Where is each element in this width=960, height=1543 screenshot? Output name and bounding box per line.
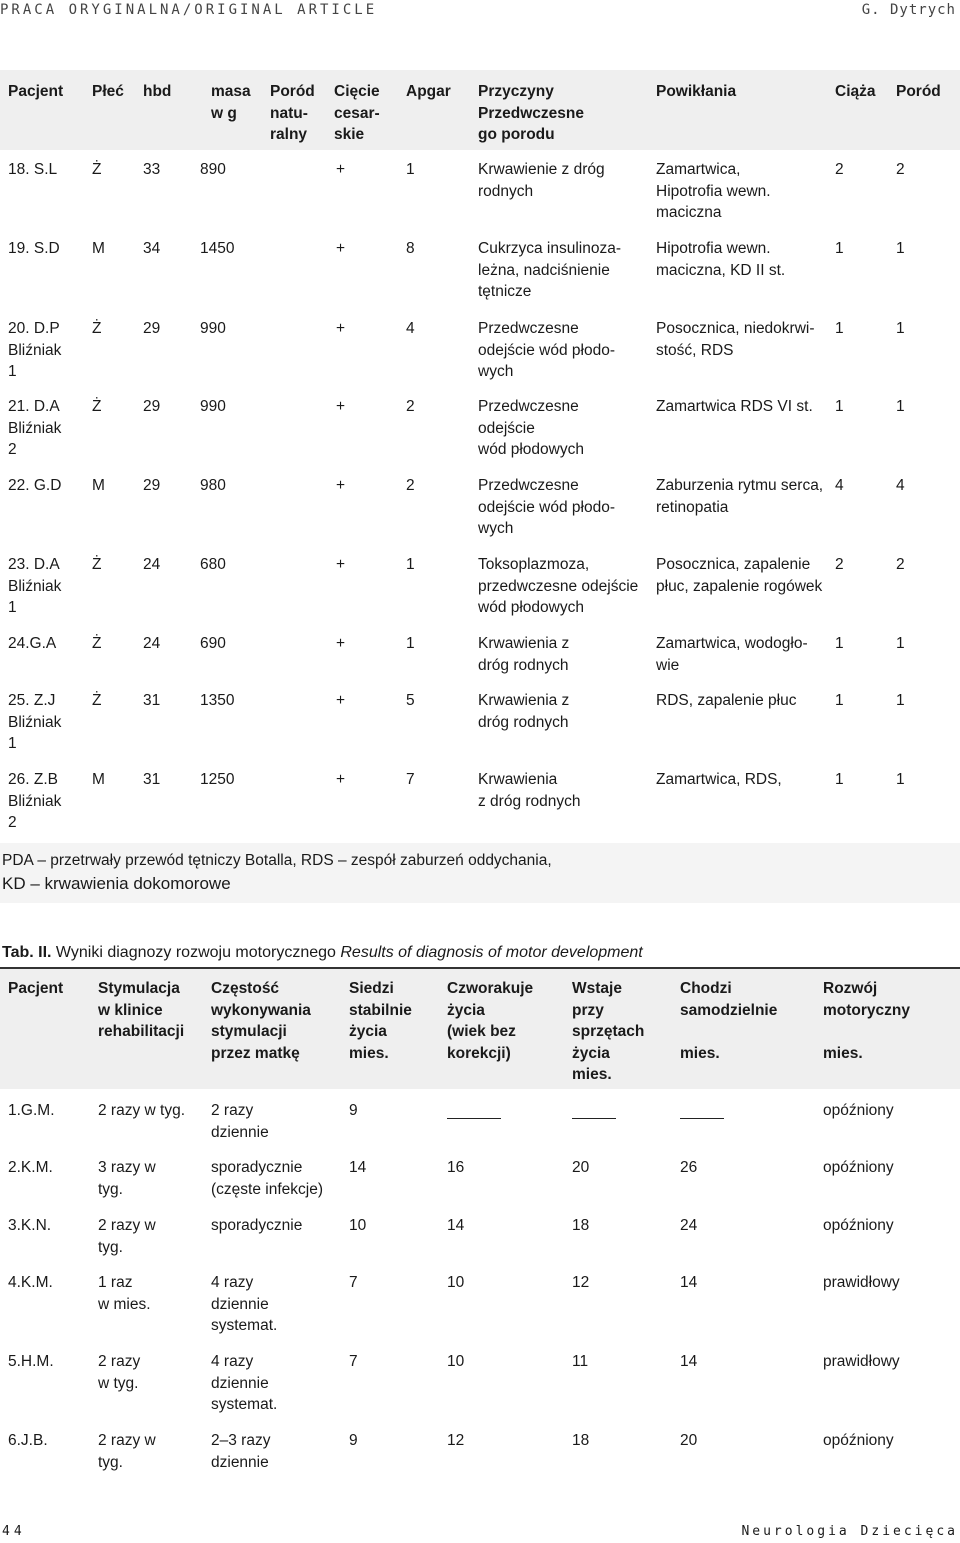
table1-cell: 890	[200, 161, 226, 178]
table1-header-cell: ralny	[270, 126, 308, 143]
table2-cell: 14	[680, 1274, 698, 1291]
table1-cell: +	[336, 692, 346, 709]
table1-cell: Ż	[92, 320, 102, 337]
table1-cell: +	[336, 161, 346, 178]
table2-caption-english: Results of diagnosis of motor development	[340, 944, 643, 961]
table1-cell: Hipotrofia wewn.	[656, 182, 771, 200]
table2-cell: 10	[447, 1274, 465, 1291]
table2-caption	[2, 944, 643, 962]
table1-cell: 2	[896, 161, 905, 178]
table1-cell: 26. Z.B	[8, 771, 58, 788]
table1-cell: Posocznica, zapalenie	[656, 556, 811, 573]
table2-cell: 9	[349, 1102, 358, 1119]
table2-cell: 3.K.N.	[8, 1217, 52, 1234]
table1-cell: 980	[200, 477, 226, 494]
table2-cell: opóźniony	[823, 1159, 894, 1176]
table1-cell: M	[92, 771, 105, 788]
table2-cell: prawidłowy	[823, 1274, 900, 1291]
table1-header-cell: Powikłania	[656, 83, 737, 100]
table1-cell: z dróg rodnych	[478, 792, 581, 810]
table1-header-cell: cesar-	[334, 104, 380, 122]
table1-cell: Krwawienie z dróg	[478, 161, 605, 178]
table1-cell: 1	[406, 556, 415, 573]
table1-cell: +	[336, 635, 346, 652]
table1-cell: 29	[143, 398, 161, 415]
table1-cell: 1	[835, 320, 844, 337]
table2-header-cell: (wiek bez	[447, 1023, 516, 1040]
table1-cell: +	[336, 771, 346, 788]
table1-cell: Zamartwica RDS VI st.	[656, 398, 813, 415]
table1-cell: 680	[200, 556, 226, 573]
table2-cell: w mies.	[98, 1295, 151, 1313]
table1-cell: 1	[835, 692, 844, 709]
table1-cell: 1	[896, 398, 905, 415]
table1-cell: przedwczesne odejście	[478, 577, 639, 595]
table2-cell: 1.G.M.	[8, 1102, 55, 1119]
table1-cell: +	[336, 240, 346, 257]
table1-cell: płuc, zapalenie rogówek	[656, 577, 823, 595]
table2-header-cell: stabilnie	[349, 1001, 412, 1019]
table1-cell: 2	[406, 477, 415, 494]
table1-header-cell: masa	[211, 83, 251, 100]
table1-cell: 8	[406, 240, 415, 257]
page-number: 44	[2, 1524, 26, 1539]
table1-note-line1: PDA – przetrwały przewód tętniczy Botalla, RDS – zespół zaburzeń oddychania,	[2, 852, 552, 869]
table2-blank-line	[572, 1118, 616, 1119]
table1-header-cell: skie	[334, 126, 365, 143]
table1-cell: 4	[896, 477, 905, 494]
table1-cell: 1350	[200, 692, 235, 709]
table1-cell: 2	[406, 398, 415, 415]
table1-cell: Przedwczesne	[478, 477, 579, 494]
table1-header-cell: Przedwczesne	[478, 104, 584, 122]
table2-cell: 24	[680, 1217, 698, 1234]
table2-header-cell: mies.	[823, 1044, 863, 1062]
table2-header-cell: stymulacji	[211, 1023, 287, 1040]
table1-cell: 690	[200, 635, 226, 652]
table2-cell: 7	[349, 1274, 358, 1291]
table2-cell: 18	[572, 1217, 590, 1234]
table1-cell: Ż	[92, 635, 102, 652]
table1-cell: RDS, zapalenie płuc	[656, 692, 797, 709]
table1-cell: 33	[143, 161, 161, 178]
table2-caption-label: Tab. II.	[2, 944, 52, 961]
table2-cell: dziennie	[211, 1123, 269, 1141]
table1-cell: 24.G.A	[8, 635, 57, 652]
table2-cell: 4 razy	[211, 1353, 254, 1370]
table1-cell: 25. Z.J	[8, 692, 56, 709]
table1-cell: 1250	[200, 771, 235, 788]
table2-header-cell: życia	[349, 1023, 387, 1040]
table2-cell: systemat.	[211, 1317, 278, 1334]
table1-cell: Ż	[92, 161, 102, 178]
table2-cell: 14	[349, 1159, 367, 1176]
table1-cell: Bliźniak	[8, 792, 62, 810]
table1-cell: 1	[896, 635, 905, 652]
table1-cell: wód płodowych	[478, 441, 584, 458]
table2-cell: 2 razy w tyg.	[98, 1102, 185, 1119]
table1-cell: 20. D.P	[8, 320, 60, 337]
table2-header-cell: rehabilitacji	[98, 1023, 185, 1040]
table2-cell: 12	[572, 1274, 590, 1291]
table1-cell: 1	[8, 363, 17, 380]
table1-cell: 1	[896, 320, 905, 337]
table1-cell: Zaburzenia rytmu serca,	[656, 477, 824, 494]
table1-cell: 19. S.D	[8, 240, 60, 257]
table2-header-cell: przy	[572, 1001, 604, 1019]
table1-header-cell: Przyczyny	[478, 83, 554, 100]
table1-cell: Przedwczesne	[478, 398, 579, 415]
table2-header-cell: Stymulacja	[98, 980, 180, 997]
table1-cell: 990	[200, 398, 226, 415]
table1-cell: Toksoplazmoza,	[478, 556, 590, 573]
table2-header-cell: mies.	[349, 1044, 389, 1062]
table2-cell: dziennie	[211, 1453, 269, 1471]
table1-cell: 1	[835, 240, 844, 257]
table2-cell: sporadycznie	[211, 1159, 303, 1176]
table1-cell: 1	[896, 240, 905, 257]
table1-cell: 18. S.L	[8, 161, 58, 178]
table2-cell: 20	[572, 1159, 590, 1176]
table1-cell: Cukrzyca insulinoza-	[478, 240, 621, 257]
table2-cell: opóźniony	[823, 1217, 894, 1234]
table1-cell: 1	[406, 635, 415, 652]
table1-cell: 1	[8, 735, 17, 752]
table1-header-cell: w g	[211, 104, 237, 122]
table1-cell: +	[336, 320, 346, 337]
table1-cell: Ż	[92, 398, 102, 415]
table2-cell: 26	[680, 1159, 698, 1176]
table1-cell: +	[336, 398, 346, 415]
table2-cell: sporadycznie	[211, 1217, 303, 1234]
table1-cell: 2	[835, 556, 844, 573]
table2-header-cell: życia	[447, 1001, 485, 1019]
table2-cell: 18	[572, 1432, 590, 1449]
table2-cell: opóźniony	[823, 1432, 894, 1449]
table1-cell: rodnych	[478, 182, 534, 200]
table1-cell: odejście wód płodo-	[478, 341, 616, 359]
table1-header-cell: natu-	[270, 104, 308, 122]
table1-header-cell: Poród	[270, 83, 315, 100]
table2-cell: 4.K.M.	[8, 1274, 53, 1291]
table2-cell: 16	[447, 1159, 465, 1176]
table2-cell: 9	[349, 1432, 358, 1449]
table2-cell: 2 razy w	[98, 1217, 156, 1234]
table1-cell: Krwawienia	[478, 771, 558, 788]
table2-cell: 11	[572, 1353, 589, 1370]
table1-header-cell: Apgar	[406, 83, 451, 100]
table2-cell: 5.H.M.	[8, 1353, 54, 1370]
table1-cell: Krwawienia z	[478, 692, 570, 709]
table2-header-cell: Pacjent	[8, 980, 64, 997]
table1-cell: +	[336, 556, 346, 573]
table1-cell: Zamartwica, wodogło-	[656, 635, 808, 652]
table2-header-cell: sprzętach	[572, 1023, 645, 1040]
table1-cell: Posocznica, niedokrwi-	[656, 320, 815, 337]
table1-header-cell: Płeć	[92, 83, 124, 100]
table1-cell: Hipotrofia wewn.	[656, 240, 771, 257]
table1-cell: 1	[835, 398, 844, 415]
table2-header-cell: Siedzi	[349, 980, 394, 997]
table1-cell: 1450	[200, 240, 235, 257]
table2-cell: 10	[447, 1353, 465, 1370]
table2-cell: dziennie	[211, 1295, 269, 1313]
table2-blank-line	[680, 1118, 724, 1119]
table1-cell: maciczna, KD II st.	[656, 261, 786, 279]
table1-cell: 1	[835, 635, 844, 652]
table2-cell: opóźniony	[823, 1102, 894, 1119]
table2-caption-text: Wyniki diagnozy rozwoju motorycznego	[51, 944, 341, 961]
table1-cell: 31	[143, 692, 161, 709]
table1-cell: Krwawienia z	[478, 635, 570, 652]
table1-cell: Ż	[92, 556, 102, 573]
table1-cell: 1	[406, 161, 415, 178]
table1-cell: maciczna	[656, 204, 722, 221]
table2-cell: 14	[447, 1217, 465, 1234]
page-header-right: G. Dytrych	[861, 2, 956, 18]
table2-header-cell: Wstaje	[572, 980, 622, 997]
table2-header-cell: przez matkę	[211, 1044, 300, 1062]
table1-header-cell: go porodu	[478, 126, 555, 143]
table1-cell: 1	[896, 771, 905, 788]
table1-cell: 22. G.D	[8, 477, 62, 494]
table1-cell: 34	[143, 240, 161, 257]
table1-cell: 990	[200, 320, 226, 337]
table1-cell: stość, RDS	[656, 341, 734, 359]
table1-cell: 4	[406, 320, 415, 337]
table2-header-cell: mies.	[572, 1066, 612, 1083]
journal-name: Neurologia Dziecięca	[741, 1524, 958, 1539]
table1-cell: dróg rodnych	[478, 713, 569, 731]
table2-cell: systemat.	[211, 1396, 278, 1413]
table1-header-cell: Cięcie	[334, 83, 380, 100]
table1-cell: Przedwczesne	[478, 320, 579, 337]
table1-cell: wód płodowych	[478, 599, 584, 616]
table2-cell: 20	[680, 1432, 698, 1449]
table1-cell: Zamartwica,	[656, 161, 741, 178]
table1-cell: Bliźniak	[8, 713, 62, 731]
table2-cell: dziennie	[211, 1374, 269, 1392]
table1-header-cell: Ciąża	[835, 83, 876, 100]
table1-note-line2: KD – krwawienia dokomorowe	[2, 874, 231, 893]
table1-cell: wie	[656, 656, 680, 674]
table1-cell: tętnicze	[478, 283, 532, 300]
table1-cell: M	[92, 240, 105, 257]
table2-cell: 2.K.M.	[8, 1159, 53, 1176]
table1-cell: 2	[8, 441, 17, 458]
table1-cell: wych	[478, 363, 514, 380]
table1-cell: Zamartwica, RDS,	[656, 771, 782, 788]
table1-cell: 2	[896, 556, 905, 573]
table1-cell: 5	[406, 692, 415, 709]
table1-cell: 29	[143, 477, 161, 494]
table1-cell: 1	[8, 599, 17, 616]
page-header-left: PRACA ORYGINALNA/ORIGINAL ARTICLE	[0, 2, 378, 18]
table1-cell: Bliźniak	[8, 577, 62, 595]
table1-cell: retinopatia	[656, 498, 729, 516]
table2-cell: 2 razy	[98, 1353, 141, 1370]
table1-header-cell: hbd	[143, 83, 172, 100]
table2-cell: tyg.	[98, 1180, 123, 1198]
table1-cell: 2	[8, 814, 17, 831]
table1-cell: M	[92, 477, 105, 494]
table1-header-cell: Pacjent	[8, 83, 64, 100]
table1-header-cell: Poród	[896, 83, 941, 100]
table2-header-cell: Chodzi	[680, 980, 732, 997]
table2-cell: 3 razy w	[98, 1159, 156, 1176]
table2-cell: 6.J.B.	[8, 1432, 48, 1449]
table1-cell: 24	[143, 635, 161, 652]
table2-header-cell: mies.	[680, 1044, 720, 1062]
table2-header-cell: wykonywania	[211, 1001, 311, 1019]
table2-cell: 2 razy w	[98, 1432, 156, 1449]
table2-header-cell: Rozwój	[823, 980, 878, 997]
table1-cell: 24	[143, 556, 161, 573]
table2-cell: 14	[680, 1353, 698, 1370]
table2-header-cell: w klinice	[98, 1001, 163, 1019]
table2-cell: 10	[349, 1217, 367, 1234]
table1-cell: leżna, nadciśnienie	[478, 261, 610, 279]
table1-cell: 1	[896, 692, 905, 709]
table1-cell: 31	[143, 771, 161, 788]
table1-cell: 23. D.A	[8, 556, 60, 573]
table2-header-cell: Częstość	[211, 980, 280, 997]
table2-header-cell: życia	[572, 1044, 610, 1062]
table1-cell: 7	[406, 771, 415, 788]
table1-cell: dróg rodnych	[478, 656, 569, 674]
table2-cell: w tyg.	[98, 1374, 139, 1392]
table1-cell: 4	[835, 477, 844, 494]
table1-cell: 2	[835, 161, 844, 178]
table2-header-cell: samodzielnie	[680, 1001, 778, 1019]
table2-cell: 4 razy	[211, 1274, 254, 1291]
table1-cell: +	[336, 477, 346, 494]
table1-cell: 21. D.A	[8, 398, 60, 415]
table2-blank-line	[447, 1118, 501, 1119]
table2-cell: 12	[447, 1432, 465, 1449]
table2-header-cell: korekcji)	[447, 1044, 511, 1062]
table1-cell: wych	[478, 520, 514, 537]
table2-cell: 7	[349, 1353, 358, 1370]
table1-cell: Bliźniak	[8, 341, 62, 359]
table1-cell: odejście wód płodo-	[478, 498, 616, 516]
table1-cell: odejście	[478, 419, 535, 437]
table2-cell: 2–3 razy	[211, 1432, 271, 1449]
table2-header-cell: motoryczny	[823, 1001, 910, 1019]
table1-cell: 1	[835, 771, 844, 788]
table2-cell: prawidłowy	[823, 1353, 900, 1370]
table2-header-cell: Czworakuje	[447, 980, 534, 997]
table2-cell: tyg.	[98, 1238, 123, 1256]
table1-cell: Bliźniak	[8, 419, 62, 437]
table2-cell: tyg.	[98, 1453, 123, 1471]
table1-cell: 29	[143, 320, 161, 337]
table1-cell: Ż	[92, 692, 102, 709]
table2-cell: (częste infekcje)	[211, 1180, 323, 1198]
table2-cell: 1 raz	[98, 1274, 133, 1291]
table2-cell: 2 razy	[211, 1102, 254, 1119]
